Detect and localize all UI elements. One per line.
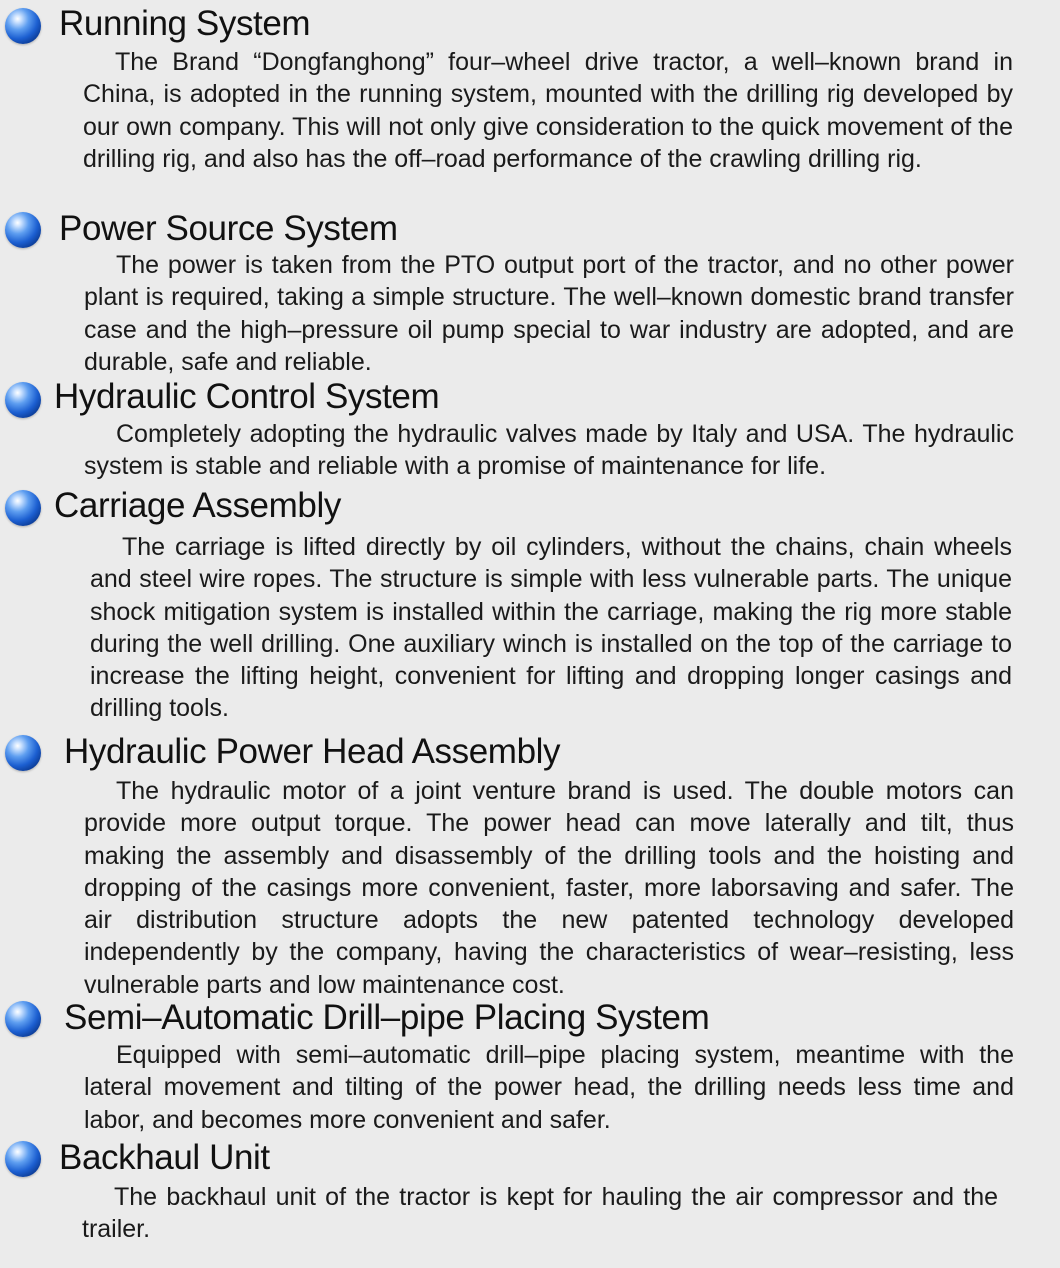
blue-sphere-bullet-icon [5,735,41,771]
blue-sphere-bullet-icon [5,212,41,248]
section-heading: Carriage Assembly [54,486,341,525]
blue-sphere-bullet-icon [5,490,41,526]
section-body: Equipped with semi–automatic drill–pipe placing system, meantime with the lateral movement and tilting of the power head, the drilling needs less time and labor, and becomes more convenient and safer. [84,1041,1014,1134]
section-heading: Backhaul Unit [59,1138,270,1177]
section-body: The backhaul unit of the tractor is kept for hauling the air compressor and the trailer. [82,1183,998,1244]
blue-sphere-bullet-icon [5,1141,41,1177]
blue-sphere-bullet-icon [5,1001,41,1037]
section-heading: Semi–Automatic Drill–pipe Placing System [64,998,710,1037]
section-body: The carriage is lifted directly by oil cylinders, without the chains, chain wheels and steel wire ropes. The structure is simple with less vulnerable parts. The unique shock mitigation system is installed within the carriage, making the rig more stable during the well drilling. One auxiliary winch is installed on the top of the carriage to increase the lifting height, convenient for lifting and dropping longer casings and drilling tools. [90,533,1012,723]
section-heading: Hydraulic Control System [54,377,440,416]
blue-sphere-bullet-icon [5,382,41,418]
section-body: The hydraulic motor of a joint venture brand is used. The double motors can provide more output torque. The power head can move laterally and tilt, thus making the assembly and disassembly of the drilling tools and the hoisting and dropping of the casings more convenient, faster, more laborsaving and safer. The air distribution structure adopts the new patented technology developed independently by the company, having the characteristics of wear–resisting, less vulnerable parts and low maintenance cost. [84,777,1014,999]
section-body: The power is taken from the PTO output port of the tractor, and no other power plant is required, taking a simple structure. The well–known domestic brand transfer case and the high–pressure oil pump special to war industry are adopted, and are durable, safe and reliable. [84,251,1014,376]
section-heading: Running System [59,4,311,43]
section-body: Completely adopting the hydraulic valves made by Italy and USA. The hydraulic system is stable and reliable with a promise of maintenance for life. [84,420,1014,481]
section-heading: Power Source System [59,209,398,248]
section-body: The Brand “Dongfanghong” four–wheel drive tractor, a well–known brand in China, is adopted in the running system, mounted with the drilling rig developed by our own company. This will not only give consideration to the quick movement of the drilling rig, and also has the off–road performance of the crawling drilling rig. [83,48,1013,173]
section-heading: Hydraulic Power Head Assembly [64,732,561,771]
blue-sphere-bullet-icon [5,8,41,44]
